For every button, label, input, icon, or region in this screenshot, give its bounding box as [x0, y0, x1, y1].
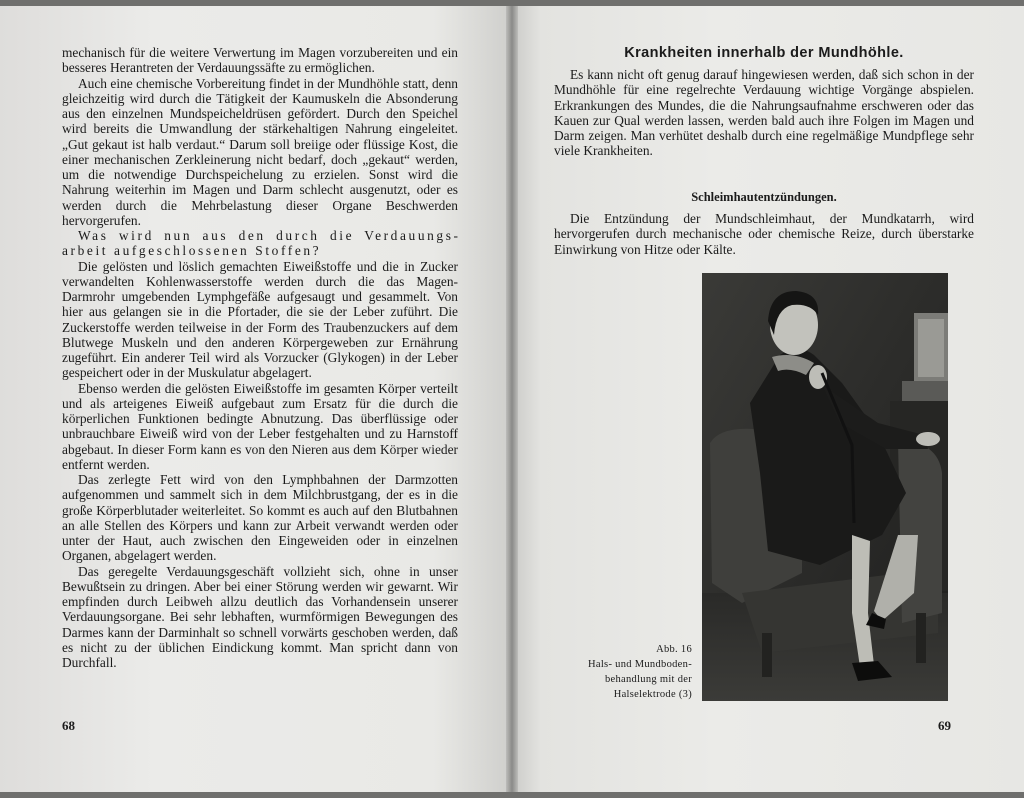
question-heading: Was wird nun aus den durch die Verdauungsarbeit aufgeschlossenen Stoffen? — [62, 228, 458, 259]
paragraph: Die gelösten und löslich gemachten Eiweißstoffe und die in Zucker verwandelten Kohlenwasserstoffe werden durch die das Magen-Darmrohr umgebenden Lymphgefäße aufgesaugt und gesammelt. Von hier aus gelangen sie in die Pfortader, die sie der Leber zuführt. Die Zuckerstoffe werden teilweise in der Form des Traubenzuckers auf dem Blutwege Muskeln und den anderen Körpergeweben zur Ernährung zugeführt. Ein anderer Teil wird als Vorzucker (Glykogen) in der Leber gespeichert oder in der Muskulatur abgelagert. — [62, 258, 458, 381]
caption-line: Halselektrode (3) — [613, 689, 692, 700]
section-text — [554, 211, 974, 257]
right-page — [510, 6, 1024, 792]
paragraph: Das zerlegte Fett wird von den Lymphbahnen der Darmzotten aufgenommen und sammelt sich in dem Milchbrustgang, der es in die große Körperblutader weiterleitet. So kommt es auch auf den Blutbahnen an alle Stellen des Körpers und kann zur Arbeit verwandt werden oder unter der Haut, auch zwischen den Eingeweiden oder in einzelnen Organen, abgelagert werden. — [62, 472, 458, 564]
chapter-title: Krankheiten innerhalb der Mundhöhle. — [624, 45, 904, 61]
intro-text — [554, 67, 974, 159]
left-page — [0, 6, 510, 792]
photo-illustration — [702, 273, 948, 701]
paragraph: Ebenso werden die gelösten Eiweißstoffe im gesamten Körper verteilt und als arteigenes Eiweiß aufgebaut zum Ersatz für die durch die körperlichen Funktionen bedingte Abnutzung. Das überflüssige oder unbrauchbare Eiweiß wird von der Leber festgehalten und zu Harnstoff abgebaut. In dieser Form kann es von den Nieren aus dem Körper wieder entfernt werden. — [62, 380, 458, 472]
caption-line: behandlung mit der — [604, 674, 692, 685]
book-gutter — [506, 6, 518, 792]
page-number-left: 68 — [62, 718, 75, 733]
left-page-text — [62, 45, 458, 670]
caption-line: Hals- und Mundboden- — [588, 659, 692, 670]
section-subheading: Schleimhautentzündungen. — [691, 190, 837, 204]
paragraph: Es kann nicht oft genug darauf hingewiesen werden, daß sich schon in der Mundhöhle für eine regelrechte Verdauung wichtige Vorgänge abspielen. Erkrankungen des Mundes, die die Nahrungsaufnahme erschweren oder das Kauen zur Qual werden lassen, werden bald auch ihre Folgen im Magen und Darm zeigen. Man verhütet deshalb durch eine regelmäßige Mundpflege sehr viele Krankheiten. — [554, 67, 974, 159]
paragraph: Das geregelte Verdauungsgeschäft vollzieht sich, ohne in unser Bewußtsein zu dringen. Aber bei einer Störung werden wir gewarnt. Wir empfinden durch Leibweh allzu deutlich das Vorhandensein unserer Verdauungsorgane. Bei sehr lebhaften, wurmförmigen Bewegungen des Darmes kann der Darminhalt so schnell vorwärts geschoben werden, daß es nicht zu der üblichen Eindickung kommt. Man spricht dann von Durchfall. — [62, 563, 458, 670]
figure-photo — [702, 273, 948, 701]
page-number-right: 69 — [938, 718, 951, 733]
paragraph: Auch eine chemische Vorbereitung findet in der Mundhöhle statt, denn gleichzeitig wird durch die Tätigkeit der Kaumuskeln die Absonderung aus den einzelnen Mundspeicheldrüsen gefördert. Durch den Speichel wird bereits die Umwandlung der stärkehaltigen Nahrung eingeleitet. „Gut gekaut ist halb verdaut.“ Darum soll breiige oder flüssige Kost, die einer mechanischen Zerkleinerung nicht bedarf, doch „gekaut“ werden, um die notwendige Durchspeichelung zu erzielen. Sonst wird die Nahrung weiterhin im Magen und Darm schlecht ausgenutzt, oder es werden durch die Mehrbelastung dieser Organe Beschwerden hervorgerufen. — [62, 75, 458, 228]
paragraph: mechanisch für die weitere Verwertung im Magen vorzubereiten und ein besseres Herantreten der Verdauungssäfte zu ermöglichen. — [62, 45, 458, 76]
paragraph: Die Entzündung der Mundschleimhaut, der Mundkatarrh, wird hervorgerufen durch mechanische oder chemische Reize, durch überstarke Einwirkung von Hitze oder Kälte. — [554, 211, 974, 257]
figure-label: Abb. 16 — [656, 644, 692, 655]
figure-caption — [566, 642, 692, 702]
